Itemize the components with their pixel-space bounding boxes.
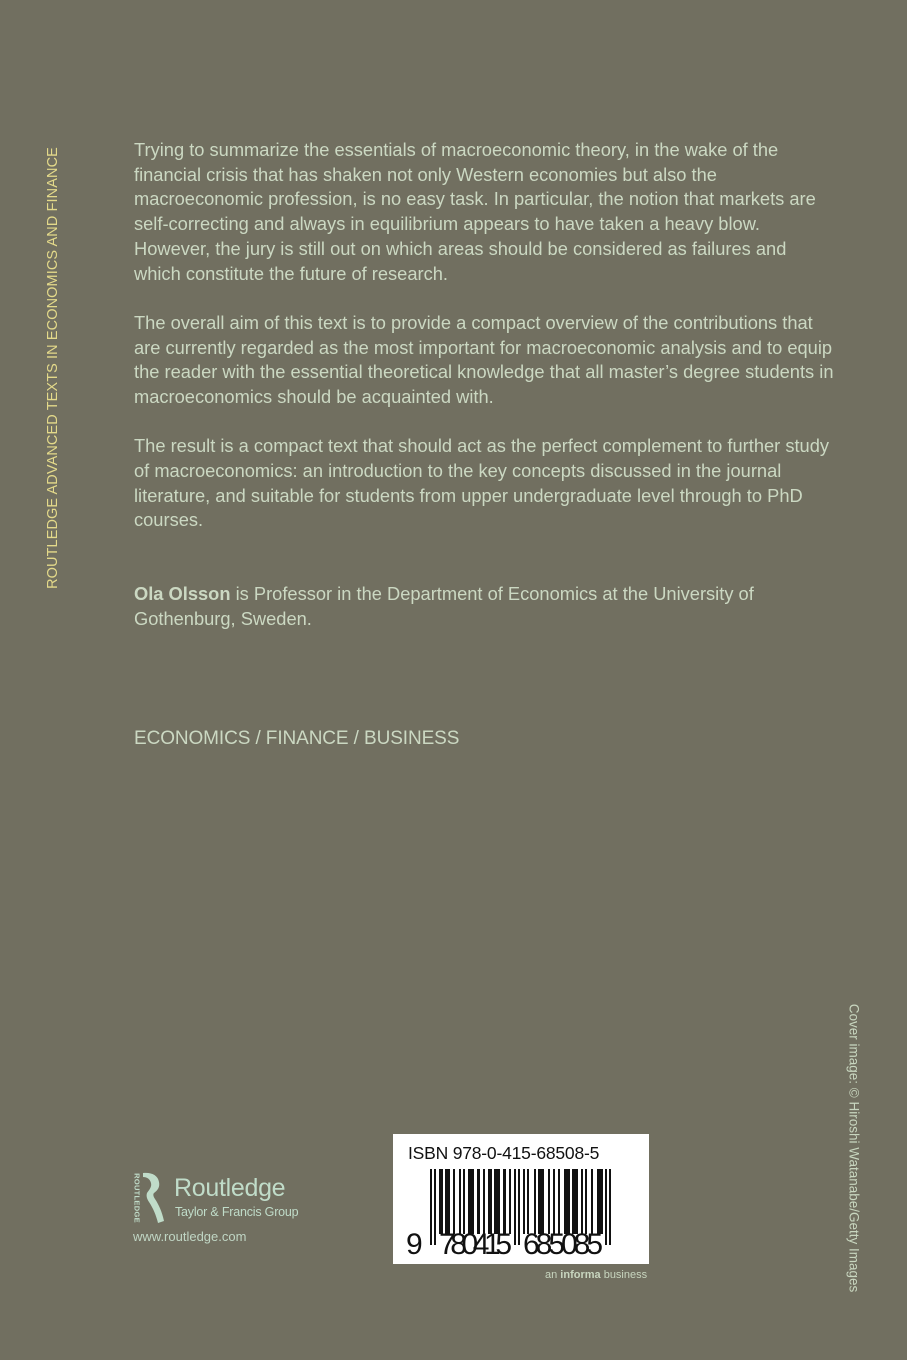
series-title-spine: ROUTLEDGE ADVANCED TEXTS IN ECONOMICS AND FINANCE (45, 147, 61, 589)
publisher-url[interactable]: www.routledge.com (133, 1229, 247, 1244)
barcode-right-digits: 685085 (523, 1228, 603, 1261)
informa-business-tagline (545, 1269, 647, 1281)
barcode-first-digit: 9 (406, 1228, 423, 1261)
cover-image-credit: Cover image: © Hiroshi Watanabe/Getty Images (846, 1003, 862, 1293)
author-name: Ola Olsson (134, 583, 231, 605)
back-cover-blurb (134, 138, 834, 631)
subject-categories: ECONOMICS / FINANCE / BUSINESS (134, 728, 460, 749)
author-bio (134, 582, 834, 631)
barcode-left-digits: 780415 (439, 1228, 512, 1261)
barcode-bars-icon (393, 1134, 649, 1264)
routledge-mark-text: ROUTLEDGE (132, 1173, 142, 1223)
routledge-r-icon (131, 1172, 167, 1224)
isbn-label: ISBN 978-0-415-68508-5 (408, 1143, 600, 1163)
publisher-name: Routledge (174, 1174, 286, 1202)
author-bio-text: is Professor in the Department of Economics at the University of Gothenburg, Sweden. (134, 583, 754, 629)
publisher-group: Taylor & Francis Group (175, 1205, 299, 1219)
blurb-paragraph: The result is a compact text that should act as the perfect complement to further study of macroeconomics: an introduction to the key concepts discussed in the journal literature, and suitable for students from upper undergraduate level through to PhD courses. (134, 435, 830, 531)
blurb-paragraph: The overall aim of this text is to provide a compact overview of the contributions that are currently regarded as the most important for macroeconomic analysis and to equip the reader with the essential theoretical knowledge that all master’s degree students in macroeconomics should be acquainted with. (134, 311, 834, 407)
informa-suffix: business (600, 1269, 648, 1281)
isbn-barcode (393, 1134, 649, 1264)
blurb-paragraph: Trying to summarize the essentials of macroeconomic theory, in the wake of the financial crisis that has shaken not only Western economies but also the macroeconomic profession, is no easy task. In particular, the notion that markets are self-correcting and always in equilibrium appears to have taken a heavy blow. However, the jury is still out on which areas should be considered as failures and which constitute the future of research. (134, 139, 816, 284)
informa-brand: informa (560, 1269, 601, 1281)
publisher-logo (131, 1172, 331, 1252)
informa-prefix: an (545, 1269, 561, 1281)
